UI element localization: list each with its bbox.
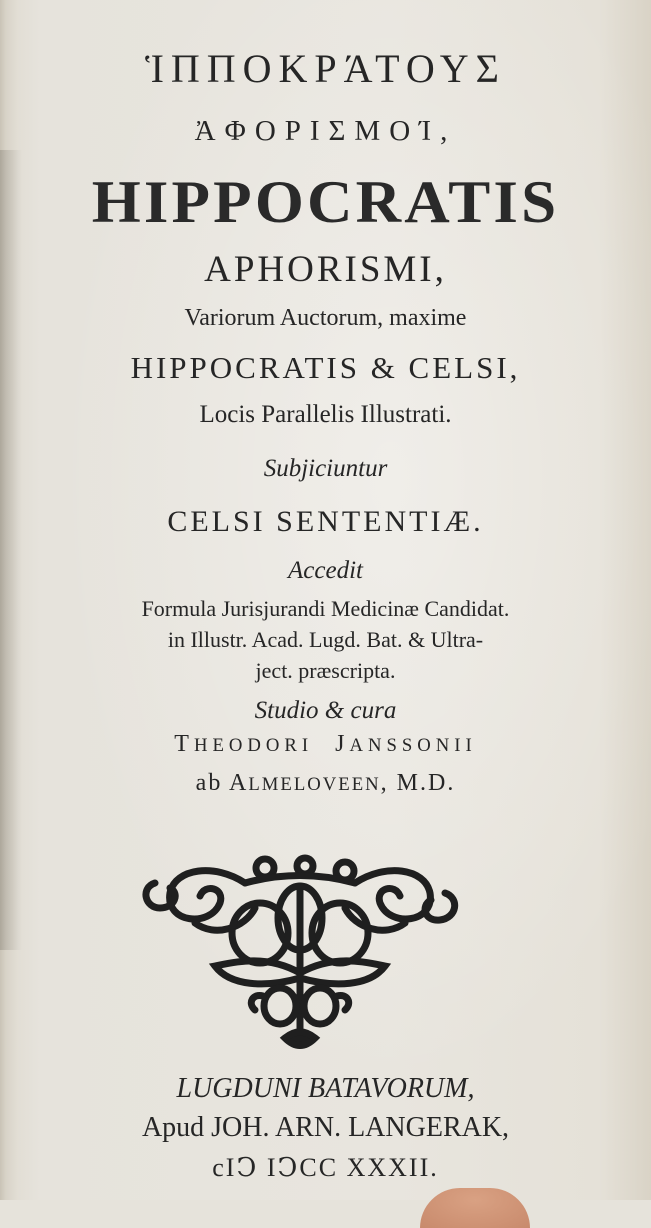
editor-initial-j: J	[335, 731, 350, 757]
greek-author-heading: ἹΠΠΟΚΡΆΤΟΥΣ	[145, 46, 506, 91]
variorum-line: Variorum Auctorum, maxime	[184, 305, 467, 331]
imprint-date: cIↃ IↃCC XXXII.	[212, 1153, 439, 1182]
editor-place: LMELOVEEN	[248, 774, 381, 795]
locis-line: Locis Parallelis Illustrati.	[199, 401, 452, 428]
editor-first-name: HEODORI	[193, 735, 314, 756]
imprint-publisher: Apud JOH. ARN. LANGERAK,	[141, 1112, 510, 1143]
main-title: HIPPOCRATIS	[91, 169, 560, 235]
formula-line-3: ject. præscripta.	[255, 658, 396, 683]
studio-line: Studio & cura	[254, 697, 397, 724]
fleuron-ornament-icon	[135, 838, 465, 1053]
authors-line: HIPPOCRATIS & CELSI,	[130, 350, 521, 385]
subjiciuntur-line: Subjiciuntur	[263, 455, 388, 482]
editor-initial-t: T	[174, 731, 194, 757]
greek-title-heading: ἈΦΟΡΙΣΜΟΊ,	[194, 115, 457, 147]
editor-surname: ANSSONII	[349, 735, 477, 756]
editor-ab: ab	[195, 770, 223, 796]
formula-line-1: Formula Jurisjurandi Medicinæ Candidat.	[141, 596, 510, 621]
subtitle: APHORISMI,	[204, 249, 447, 290]
formula-line-2: in Illustr. Acad. Lugd. Bat. & Ultra-	[167, 627, 484, 652]
celsi-sententiae-line: CELSI SENTENTIÆ.	[167, 505, 484, 538]
editor-name-line	[0, 731, 651, 758]
editor-initial-a: A	[229, 770, 249, 796]
imprint-place: LUGDUNI BATAVORUM,	[176, 1073, 475, 1104]
editor-degree: , M.D.	[380, 770, 456, 796]
editor-origin-line	[0, 770, 651, 797]
accedit-line: Accedit	[288, 557, 363, 584]
thumb-at-bottom-edge	[420, 1188, 530, 1228]
